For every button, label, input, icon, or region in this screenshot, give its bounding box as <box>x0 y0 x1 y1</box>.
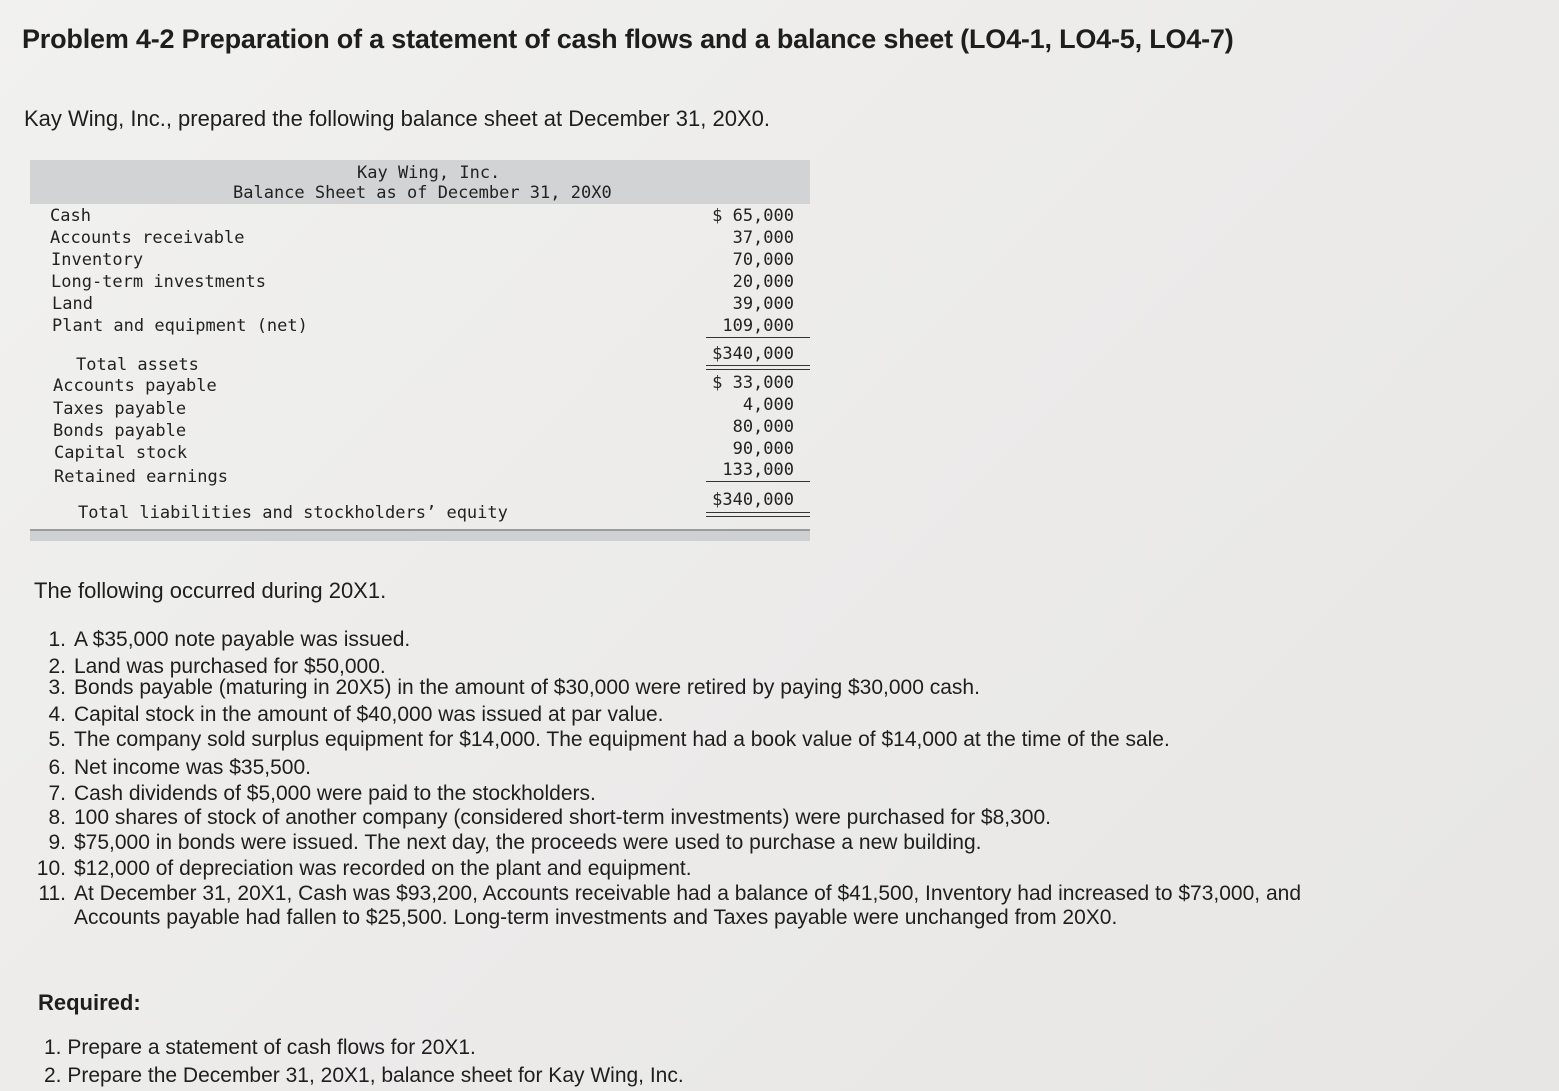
liability-value: $ 33,000 <box>712 373 794 393</box>
asset-label: Accounts receivable <box>50 228 245 248</box>
list-text: The company sold surplus equipment for $14,000. The equipment had a book value of $14,000 at the time of the sale. <box>74 728 1170 751</box>
list-text: Land was purchased for $50,000. <box>74 655 386 678</box>
required-item: 1. Prepare a statement of cash flows for 20X1. <box>44 1036 476 1059</box>
list-item <box>34 628 1454 652</box>
liability-label: Bonds payable <box>53 421 187 441</box>
total-liabilities-equity-label: Total liabilities and stockholders’ equity <box>78 503 508 523</box>
total-double-rule <box>706 512 810 517</box>
asset-value: $ 65,000 <box>712 206 794 226</box>
list-item <box>34 806 1454 830</box>
subtotal-rule <box>706 337 810 338</box>
list-number: 3. <box>48 676 66 699</box>
occurrences-intro: The following occurred during 20X1. <box>34 578 387 603</box>
total-assets-value: $340,000 <box>712 344 794 364</box>
list-text: Net income was $35,500. <box>74 756 311 779</box>
list-number: 7. <box>48 782 66 805</box>
company-name: Kay Wing, Inc. <box>357 163 501 183</box>
list-number: 2. <box>48 655 66 678</box>
balance-sheet-subtitle: Balance Sheet as of December 31, 20X0 <box>233 183 612 203</box>
list-number: 10. <box>36 857 66 880</box>
list-text: $12,000 of depreciation was recorded on the plant and equipment. <box>74 857 692 880</box>
list-number: 11. <box>38 882 66 905</box>
equity-value: 90,000 <box>732 439 794 459</box>
total-liabilities-equity-value: $340,000 <box>712 490 794 510</box>
asset-label: Long-term investments <box>51 272 266 292</box>
liability-label: Taxes payable <box>53 399 187 419</box>
list-item <box>34 782 1454 806</box>
balance-sheet-footer <box>30 529 810 541</box>
list-text: Cash dividends of $5,000 were paid to the stockholders. <box>74 782 596 805</box>
balance-sheet-header <box>30 160 810 204</box>
list-item <box>34 676 1454 700</box>
asset-value: 39,000 <box>732 294 794 314</box>
list-item <box>34 882 1454 930</box>
asset-value: 20,000 <box>732 272 794 292</box>
balance-sheet <box>30 160 810 540</box>
list-number: 4. <box>48 703 66 726</box>
list-number: 1. <box>48 628 66 651</box>
list-text: $75,000 in bonds were issued. The next day, the proceeds were used to purchase a new building. <box>74 831 982 854</box>
list-item <box>34 831 1454 855</box>
asset-label: Inventory <box>51 250 144 270</box>
list-text: A $35,000 note payable was issued. <box>74 628 411 651</box>
list-text: Bonds payable (maturing in 20X5) in the amount of $30,000 were retired by paying $30,000 cash. <box>74 676 980 699</box>
list-item <box>34 728 1454 752</box>
list-text: At December 31, 20X1, Cash was $93,200, Accounts receivable had a balance of $41,500, Inventory had increased to $73,000, and <box>74 882 1301 905</box>
equity-value: 133,000 <box>722 460 794 480</box>
list-text: 100 shares of stock of another company (considered short-term investments) were purchased for $8,300. <box>74 806 1051 829</box>
equity-label: Capital stock <box>54 443 188 463</box>
subtotal-rule <box>706 481 810 482</box>
asset-label: Land <box>52 294 93 314</box>
asset-value: 109,000 <box>722 316 794 336</box>
asset-label: Plant and equipment (net) <box>52 316 308 336</box>
required-item: 2. Prepare the December 31, 20X1, balance sheet for Kay Wing, Inc. <box>44 1064 684 1087</box>
list-item <box>34 857 1454 881</box>
asset-value: 37,000 <box>732 228 794 248</box>
list-number: 6. <box>48 756 66 779</box>
liability-value: 4,000 <box>742 395 794 415</box>
list-number: 8. <box>48 806 66 829</box>
list-item <box>34 703 1454 727</box>
liability-label: Accounts payable <box>53 376 217 396</box>
asset-label: Cash <box>50 206 91 226</box>
liability-value: 80,000 <box>732 417 794 437</box>
list-number: 9. <box>48 831 66 854</box>
list-text: Capital stock in the amount of $40,000 was issued at par value. <box>74 703 664 726</box>
equity-label: Retained earnings <box>54 467 228 487</box>
problem-title: Problem 4-2 Preparation of a statement of cash flows and a balance sheet (LO4-1, LO4-5, LO4-7) <box>22 24 1234 54</box>
total-assets-label: Total assets <box>76 355 199 375</box>
total-double-rule <box>706 365 810 370</box>
list-number: 5. <box>48 728 66 751</box>
asset-value: 70,000 <box>732 250 794 270</box>
problem-intro: Kay Wing, Inc., prepared the following balance sheet at December 31, 20X0. <box>24 106 770 131</box>
list-text-continued: Accounts payable had fallen to $25,500. Long-term investments and Taxes payable were unchanged from 20X0. <box>74 906 1118 929</box>
list-item <box>34 756 1454 780</box>
required-heading: Required: <box>38 990 141 1015</box>
